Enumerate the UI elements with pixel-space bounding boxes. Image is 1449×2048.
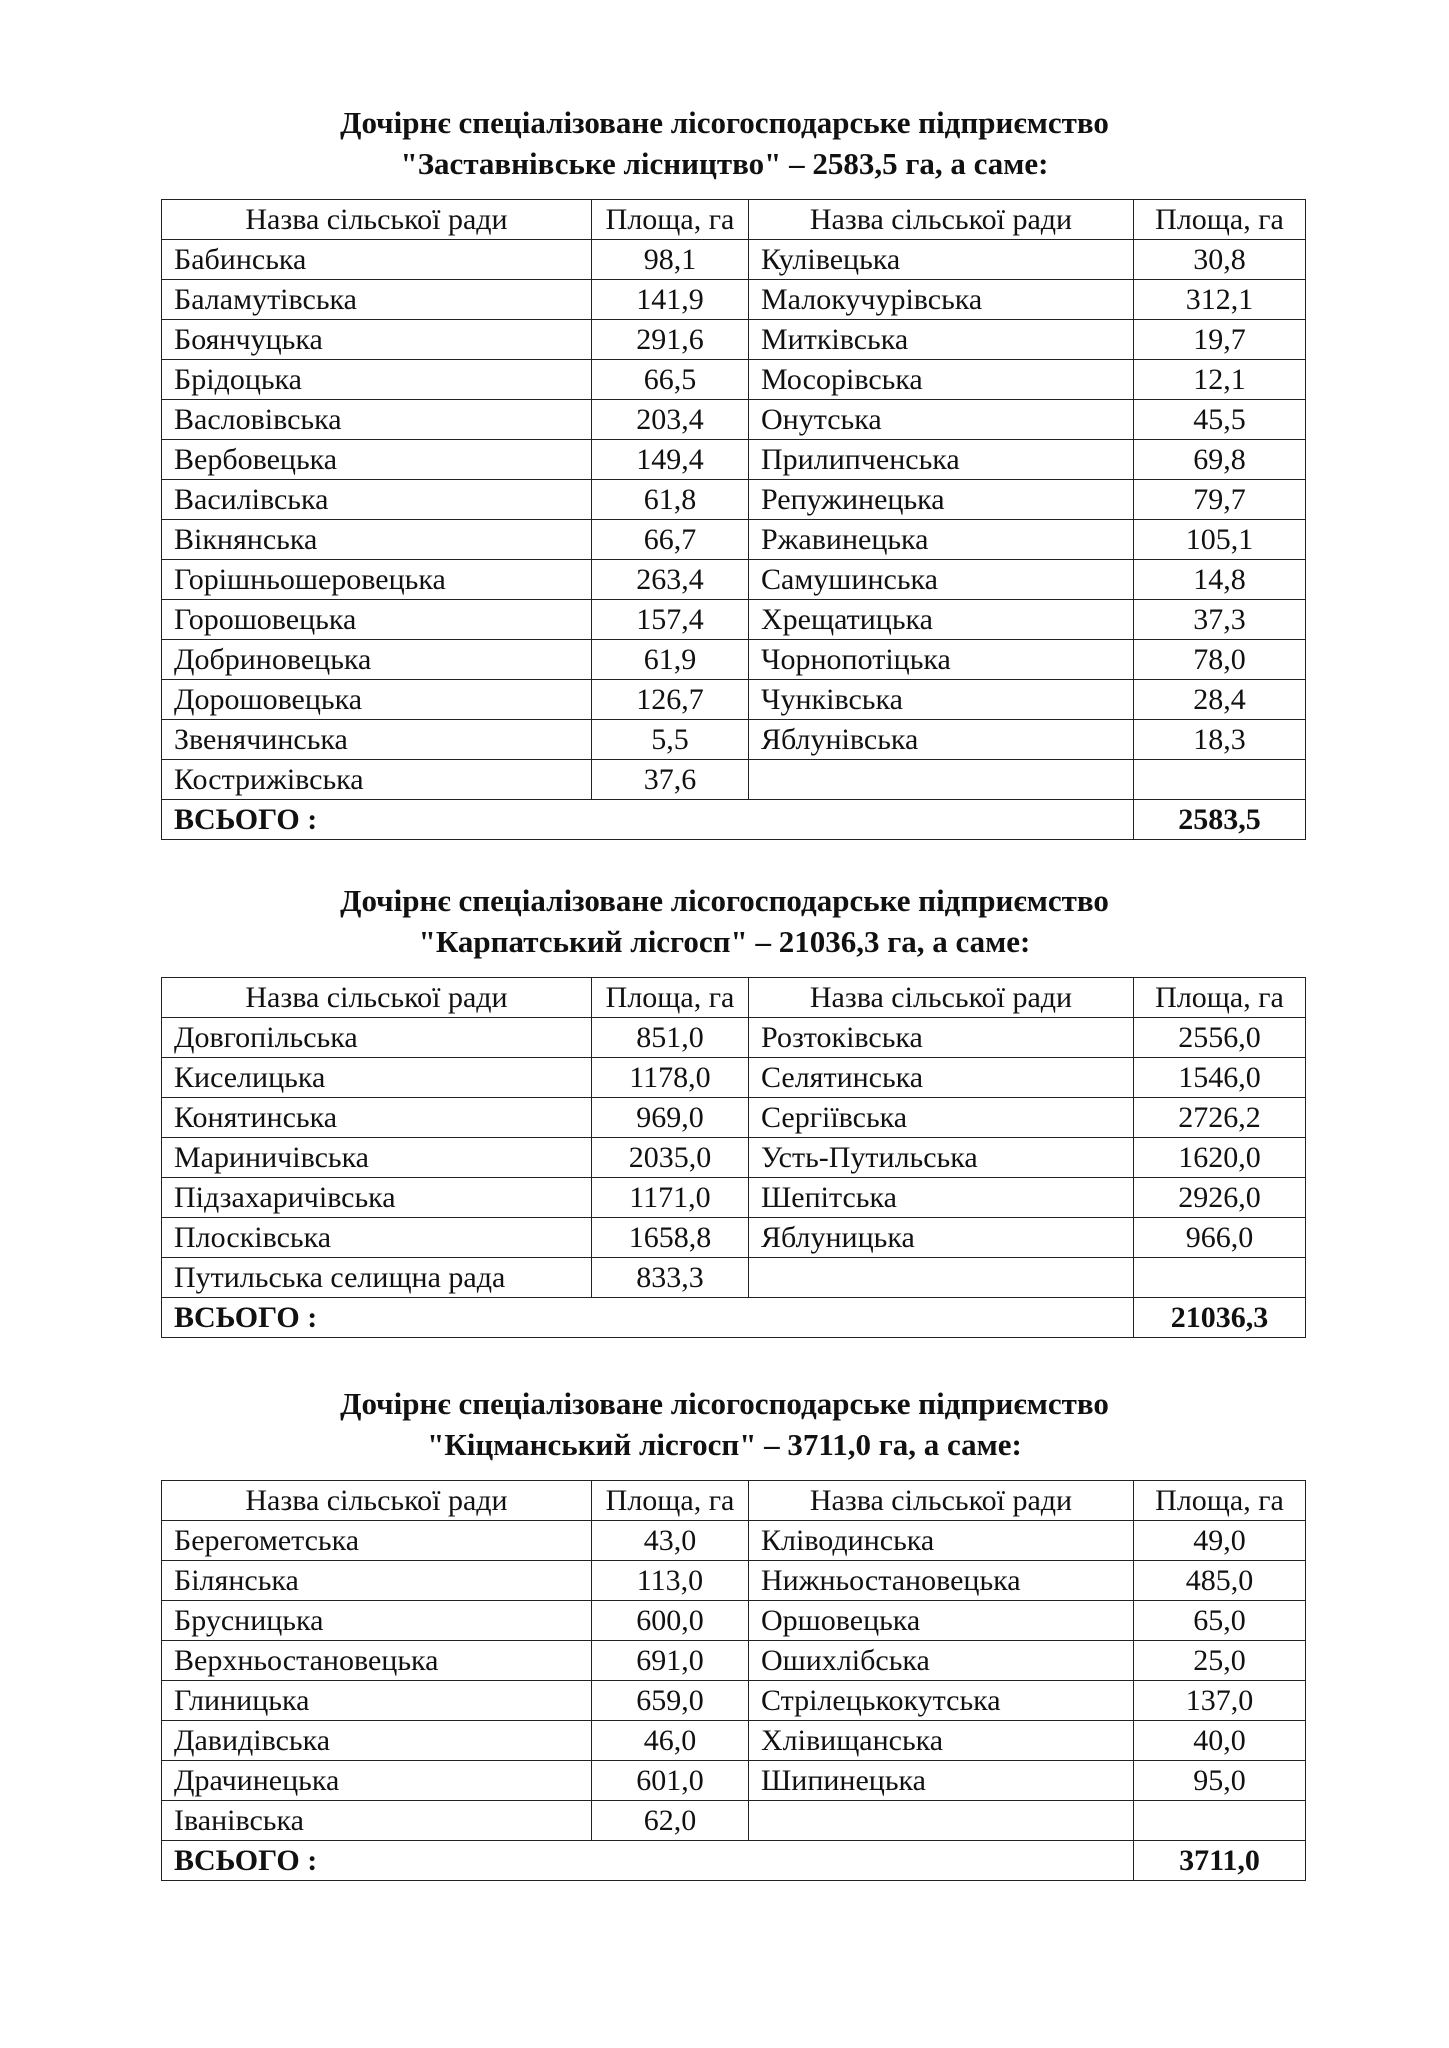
table-row: [162, 480, 1306, 520]
total-row: [162, 1298, 1306, 1338]
right-council-area: 65,0: [1134, 1601, 1306, 1641]
left-council-name: Білянська: [162, 1561, 592, 1601]
section-heading-line2: "Кіцманський лісгосп" – 3711,0 га, а саме:: [427, 1427, 1022, 1462]
column-header-name: Назва сільської ради: [162, 1481, 592, 1521]
section-heading-line1: Дочірнє спеціалізоване лісогосподарське підприємство: [340, 883, 1109, 918]
right-council-name: Усть-Путильська: [749, 1138, 1134, 1178]
table-row: [162, 680, 1306, 720]
left-council-area: 659,0: [592, 1681, 749, 1721]
left-council-name: Плосківська: [162, 1218, 592, 1258]
table-row: [162, 760, 1306, 800]
total-value: 21036,3: [1134, 1298, 1306, 1338]
column-header-name: Назва сільської ради: [749, 978, 1134, 1018]
column-header-area: Площа, га: [1134, 978, 1306, 1018]
right-council-name: Мосорівська: [749, 360, 1134, 400]
right-council-area: 69,8: [1134, 440, 1306, 480]
column-header-area: Площа, га: [592, 1481, 749, 1521]
right-council-name: Репужинецька: [749, 480, 1134, 520]
right-council-name: [749, 1258, 1134, 1298]
left-council-name: Баламутівська: [162, 280, 592, 320]
left-council-name: Давидівська: [162, 1721, 592, 1761]
left-council-area: 601,0: [592, 1761, 749, 1801]
right-council-area: 1546,0: [1134, 1058, 1306, 1098]
right-council-name: Хлівищанська: [749, 1721, 1134, 1761]
area-table-karpatskyi: [161, 977, 1306, 1338]
area-table-kitsmanskyi: [161, 1480, 1306, 1881]
table-row: [162, 280, 1306, 320]
column-header-name: Назва сільської ради: [162, 978, 592, 1018]
column-header-name: Назва сільської ради: [749, 1481, 1134, 1521]
left-council-name: Добриновецька: [162, 640, 592, 680]
table-row: [162, 600, 1306, 640]
left-council-name: Брусницька: [162, 1601, 592, 1641]
left-council-area: 66,5: [592, 360, 749, 400]
column-header-area: Площа, га: [1134, 1481, 1306, 1521]
column-header-area: Площа, га: [592, 978, 749, 1018]
left-council-name: Горішньошеровецька: [162, 560, 592, 600]
section-heading-kitsmanskyi: [0, 1383, 1449, 1465]
right-council-name: Яблуницька: [749, 1218, 1134, 1258]
table-row: [162, 400, 1306, 440]
right-council-area: 95,0: [1134, 1761, 1306, 1801]
right-council-name: Стрілецькокутська: [749, 1681, 1134, 1721]
table-row: [162, 1601, 1306, 1641]
column-header-area: Площа, га: [592, 200, 749, 240]
left-council-area: 43,0: [592, 1521, 749, 1561]
right-council-area: 485,0: [1134, 1561, 1306, 1601]
right-council-name: Сергіївська: [749, 1098, 1134, 1138]
left-council-area: 5,5: [592, 720, 749, 760]
table-row: [162, 640, 1306, 680]
left-council-area: 600,0: [592, 1601, 749, 1641]
right-council-area: 2556,0: [1134, 1018, 1306, 1058]
left-council-area: 203,4: [592, 400, 749, 440]
table-row: [162, 1258, 1306, 1298]
left-council-name: Путильська селищна рада: [162, 1258, 592, 1298]
left-council-name: Горошовецька: [162, 600, 592, 640]
left-council-name: Звенячинська: [162, 720, 592, 760]
table-row: [162, 720, 1306, 760]
table-row: [162, 360, 1306, 400]
left-council-name: Вербовецька: [162, 440, 592, 480]
right-council-name: Селятинська: [749, 1058, 1134, 1098]
left-council-area: 141,9: [592, 280, 749, 320]
left-council-area: 851,0: [592, 1018, 749, 1058]
left-council-name: Іванівська: [162, 1801, 592, 1841]
left-council-name: Дорошовецька: [162, 680, 592, 720]
total-row: [162, 800, 1306, 840]
left-council-area: 113,0: [592, 1561, 749, 1601]
right-council-name: Хрещатицька: [749, 600, 1134, 640]
left-council-area: 126,7: [592, 680, 749, 720]
right-council-area: 49,0: [1134, 1521, 1306, 1561]
left-council-area: 1178,0: [592, 1058, 749, 1098]
table-row: [162, 320, 1306, 360]
right-council-area: 28,4: [1134, 680, 1306, 720]
table-row: [162, 1098, 1306, 1138]
total-label: ВСЬОГО :: [162, 800, 1134, 840]
right-council-area: 25,0: [1134, 1641, 1306, 1681]
table-row: [162, 1761, 1306, 1801]
right-council-area: 37,3: [1134, 600, 1306, 640]
right-council-name: Нижньостановецька: [749, 1561, 1134, 1601]
left-council-area: 62,0: [592, 1801, 749, 1841]
left-council-name: Верхньостановецька: [162, 1641, 592, 1681]
left-council-area: 1658,8: [592, 1218, 749, 1258]
left-council-name: Боянчуцька: [162, 320, 592, 360]
right-council-name: Онутська: [749, 400, 1134, 440]
left-council-area: 46,0: [592, 1721, 749, 1761]
right-council-area: 2926,0: [1134, 1178, 1306, 1218]
left-council-name: Бабинська: [162, 240, 592, 280]
table-row: [162, 1521, 1306, 1561]
right-council-name: Шепітська: [749, 1178, 1134, 1218]
left-council-area: 149,4: [592, 440, 749, 480]
section-heading-karpatskyi: [0, 880, 1449, 962]
column-header-area: Площа, га: [1134, 200, 1306, 240]
table-row: [162, 1561, 1306, 1601]
left-council-name: Конятинська: [162, 1098, 592, 1138]
left-council-name: Підзахаричівська: [162, 1178, 592, 1218]
right-council-name: Чорнопотіцька: [749, 640, 1134, 680]
right-council-name: Прилипченська: [749, 440, 1134, 480]
right-council-area: 137,0: [1134, 1681, 1306, 1721]
total-value: 3711,0: [1134, 1841, 1306, 1881]
table-row: [162, 1218, 1306, 1258]
table-row: [162, 440, 1306, 480]
right-council-area: 45,5: [1134, 400, 1306, 440]
left-council-name: Драчинецька: [162, 1761, 592, 1801]
left-council-area: 969,0: [592, 1098, 749, 1138]
table-row: [162, 1641, 1306, 1681]
left-council-name: Мариничівська: [162, 1138, 592, 1178]
left-council-name: Вікнянська: [162, 520, 592, 560]
right-council-name: Митківська: [749, 320, 1134, 360]
table-row: [162, 520, 1306, 560]
area-table-zastavna: [161, 199, 1306, 840]
left-council-area: 61,9: [592, 640, 749, 680]
right-council-name: Чунківська: [749, 680, 1134, 720]
column-header-name: Назва сільської ради: [749, 200, 1134, 240]
right-council-name: Розтоківська: [749, 1018, 1134, 1058]
section-heading-line1: Дочірнє спеціалізоване лісогосподарське підприємство: [340, 105, 1109, 140]
right-council-name: Ржавинецька: [749, 520, 1134, 560]
right-council-name: Кліводинська: [749, 1521, 1134, 1561]
table-row: [162, 1681, 1306, 1721]
left-council-name: Кострижівська: [162, 760, 592, 800]
table-header-row: [162, 200, 1306, 240]
right-council-area: 18,3: [1134, 720, 1306, 760]
left-council-area: 61,8: [592, 480, 749, 520]
right-council-area: 14,8: [1134, 560, 1306, 600]
right-council-area: [1134, 1801, 1306, 1841]
table-row: [162, 1138, 1306, 1178]
section-heading-line1: Дочірнє спеціалізоване лісогосподарське підприємство: [340, 1386, 1109, 1421]
right-council-area: [1134, 1258, 1306, 1298]
left-council-name: Киселицька: [162, 1058, 592, 1098]
right-council-area: 1620,0: [1134, 1138, 1306, 1178]
right-council-name: Ошихлібська: [749, 1641, 1134, 1681]
right-council-area: 78,0: [1134, 640, 1306, 680]
total-label: ВСЬОГО :: [162, 1298, 1134, 1338]
right-council-area: 12,1: [1134, 360, 1306, 400]
right-council-area: 966,0: [1134, 1218, 1306, 1258]
right-council-name: Шипинецька: [749, 1761, 1134, 1801]
right-council-area: [1134, 760, 1306, 800]
right-council-name: [749, 1801, 1134, 1841]
total-label: ВСЬОГО :: [162, 1841, 1134, 1881]
section-heading-line2: "Карпатський лісгосп" – 21036,3 га, а саме:: [418, 924, 1031, 959]
column-header-name: Назва сільської ради: [162, 200, 592, 240]
total-value: 2583,5: [1134, 800, 1306, 840]
left-council-area: 833,3: [592, 1258, 749, 1298]
table-row: [162, 560, 1306, 600]
section-heading-zastavna: [0, 102, 1449, 184]
total-row: [162, 1841, 1306, 1881]
left-council-area: 98,1: [592, 240, 749, 280]
table-row: [162, 1801, 1306, 1841]
left-council-area: 37,6: [592, 760, 749, 800]
table-header-row: [162, 978, 1306, 1018]
right-council-area: 105,1: [1134, 520, 1306, 560]
right-council-name: [749, 760, 1134, 800]
left-council-name: Васловівська: [162, 400, 592, 440]
right-council-name: Яблунівська: [749, 720, 1134, 760]
right-council-name: Кулівецька: [749, 240, 1134, 280]
left-council-name: Берегометська: [162, 1521, 592, 1561]
left-council-area: 2035,0: [592, 1138, 749, 1178]
left-council-area: 291,6: [592, 320, 749, 360]
table-row: [162, 1058, 1306, 1098]
left-council-area: 691,0: [592, 1641, 749, 1681]
table-row: [162, 1178, 1306, 1218]
left-council-area: 66,7: [592, 520, 749, 560]
table-row: [162, 1721, 1306, 1761]
right-council-area: 79,7: [1134, 480, 1306, 520]
right-council-area: 30,8: [1134, 240, 1306, 280]
left-council-area: 1171,0: [592, 1178, 749, 1218]
left-council-name: Василівська: [162, 480, 592, 520]
left-council-name: Довгопільська: [162, 1018, 592, 1058]
table-row: [162, 240, 1306, 280]
right-council-area: 19,7: [1134, 320, 1306, 360]
table-row: [162, 1018, 1306, 1058]
right-council-area: 40,0: [1134, 1721, 1306, 1761]
table-header-row: [162, 1481, 1306, 1521]
right-council-name: Самушинська: [749, 560, 1134, 600]
right-council-name: Малокучурівська: [749, 280, 1134, 320]
section-heading-line2: "Заставнівське лісництво" – 2583,5 га, а саме:: [400, 146, 1049, 181]
left-council-area: 263,4: [592, 560, 749, 600]
right-council-area: 312,1: [1134, 280, 1306, 320]
left-council-name: Брідоцька: [162, 360, 592, 400]
left-council-area: 157,4: [592, 600, 749, 640]
right-council-area: 2726,2: [1134, 1098, 1306, 1138]
right-council-name: Оршовецька: [749, 1601, 1134, 1641]
left-council-name: Глиницька: [162, 1681, 592, 1721]
